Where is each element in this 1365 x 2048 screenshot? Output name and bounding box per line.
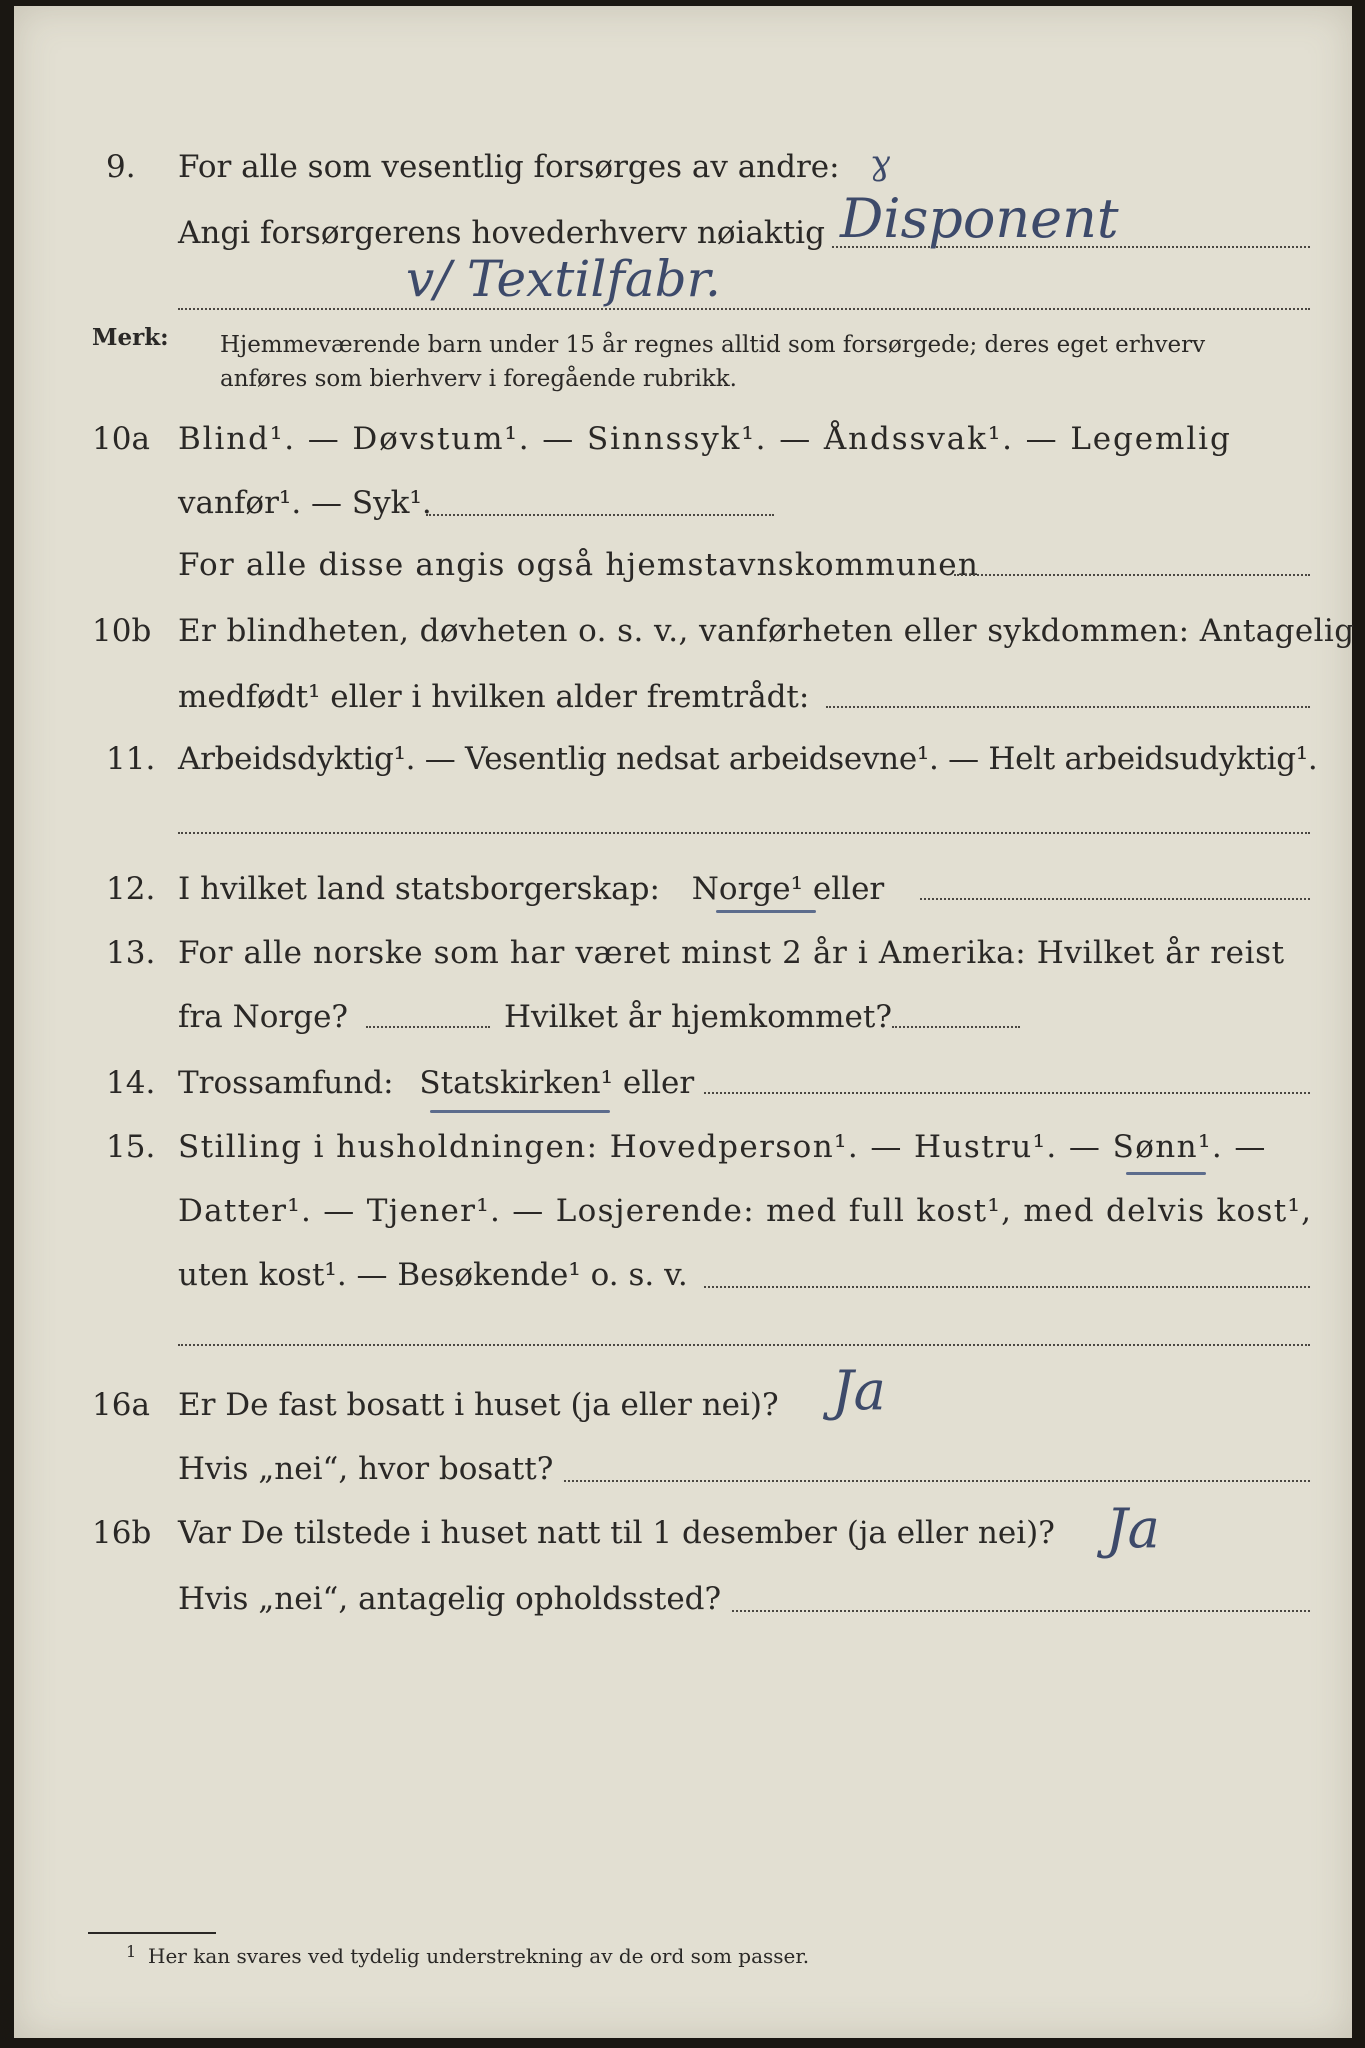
q12-option-norge[interactable]: Norge¹ [691, 871, 804, 907]
q13-line1: For alle norske som har været minst 2 år i Amerika: Hvilket år reist [178, 935, 1285, 971]
q14-line1 [178, 1065, 695, 1101]
footnote-rule [88, 1932, 216, 1934]
q10b-number: 10b [92, 613, 152, 649]
q13-fill-year-left [366, 1026, 490, 1028]
q14-option-eller: eller [622, 1065, 695, 1101]
q16b-fill-line [732, 1610, 1310, 1612]
q12-line1 [178, 871, 885, 907]
q15-number: 15. [106, 1129, 156, 1165]
q10a-fill-line1 [426, 514, 774, 516]
q9-line2: Angi forsørgerens hovederhverv nøiaktig [178, 215, 825, 251]
q16b-line2: Hvis „nei“, antagelig opholdssted? [178, 1581, 722, 1617]
footnote-marker: 1 [126, 1942, 137, 1961]
merk-line1: Hjemmeværende barn under 15 år regnes alltid som forsørgede; deres eget erhverv [220, 332, 1206, 358]
q13-fill-year-returned [892, 1026, 1020, 1028]
q10b-line1: Er blindheten, døvheten o. s. v., vanførheten eller sykdommen: Antagelig [178, 613, 1355, 649]
census-form-page [14, 6, 1355, 2038]
q10a-line1: Blind¹. — Døvstum¹. — Sinnssyk¹. — Åndssvak¹. — Legemlig [178, 421, 1232, 457]
q14-fill-line [704, 1092, 1310, 1094]
q9-fill-line2 [178, 308, 1310, 310]
q11-fill-line [178, 832, 1310, 834]
q12-question: I hvilket land statsborgerskap: [178, 871, 660, 907]
q14-number: 14. [106, 1065, 156, 1101]
q13-line2b: Hvilket år hjemkommet? [504, 999, 892, 1035]
q15-fill-line1 [704, 1286, 1310, 1288]
q9-line1: For alle som vesentlig forsørges av andre: [178, 149, 840, 185]
merk-label: Merk: [92, 324, 169, 351]
q16b-line1: Var De tilstede i huset natt til 1 desember (ja eller nei)? [178, 1515, 1055, 1551]
q10a-line3: For alle disse angis også hjemstavnskommunen [178, 547, 979, 583]
q14-question: Trossamfund: [178, 1065, 394, 1101]
q15-line2: Datter¹. — Tjener¹. — Losjerende: med full kost¹, med delvis kost¹, [178, 1193, 1313, 1229]
q11-line1: Arbeidsdyktig¹. — Vesentlig nedsat arbeidsevne¹. — Helt arbeidsudyktig¹. [178, 741, 1318, 777]
q16a-answer: Ja [832, 1359, 886, 1422]
q14-option-statskirken[interactable]: Statskirken¹ [419, 1065, 613, 1101]
q10a-line2: vanfør¹. — Syk¹. [178, 485, 432, 521]
q14-underline-statskirken [430, 1110, 610, 1113]
q16a-number: 16a [92, 1387, 150, 1423]
q16a-fill-line [564, 1480, 1310, 1482]
q13-number: 13. [106, 935, 156, 971]
q9-number: 9. [106, 149, 136, 185]
q15-underline-sonn [1126, 1172, 1206, 1175]
q10a-number: 10a [92, 421, 150, 457]
merk-line2: anføres som bierhverv i foregående rubrikk. [220, 366, 737, 392]
q10b-line2: medfødt¹ eller i hvilken alder fremtrådt: [178, 679, 810, 715]
footnote-text: Her kan svares ved tydelig understrekning av de ord som passer. [148, 1944, 810, 1968]
q10a-fill-line2 [954, 574, 1310, 576]
q15-line1: Stilling i husholdningen: Hovedperson¹. — Hustru¹. — Sønn¹. — [178, 1129, 1267, 1165]
q16a-line2: Hvis „nei“, hvor bosatt? [178, 1451, 554, 1487]
q12-number: 12. [106, 871, 156, 907]
q9-answer-occupation: Disponent [840, 187, 1119, 250]
q9-mark: ɣ [870, 143, 891, 183]
q12-fill-line [920, 898, 1310, 900]
q10b-fill-line [826, 706, 1310, 708]
q12-option-eller: eller [812, 871, 885, 907]
q13-line2a: fra Norge? [178, 999, 349, 1035]
q11-number: 11. [106, 741, 156, 777]
q15-fill-line2 [178, 1344, 1310, 1346]
q12-underline-norge [716, 910, 816, 913]
q16b-answer: Ja [1106, 1497, 1160, 1560]
q16b-number: 16b [92, 1515, 152, 1551]
q16a-line1: Er De fast bosatt i huset (ja eller nei)? [178, 1387, 779, 1423]
q9-answer-employer: v/ Textilfabr. [406, 250, 721, 308]
q15-line3: uten kost¹. — Besøkende¹ o. s. v. [178, 1257, 688, 1293]
